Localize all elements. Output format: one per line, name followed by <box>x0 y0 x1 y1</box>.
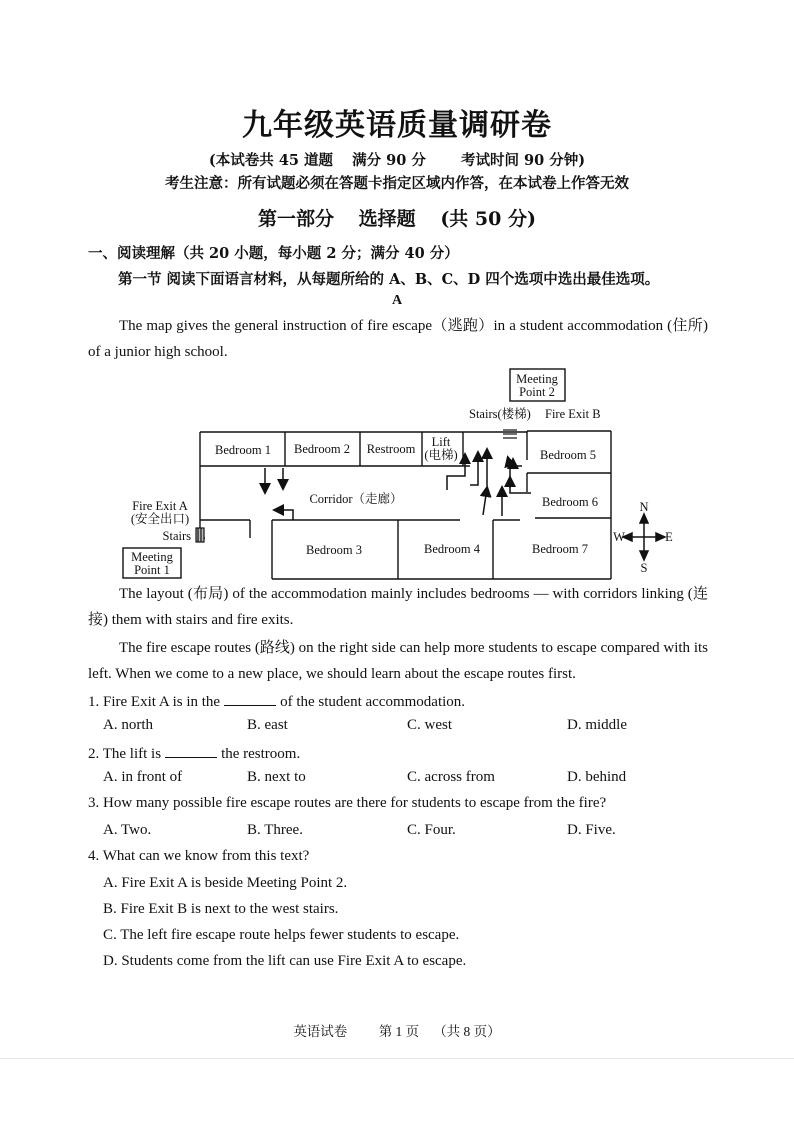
bedroom-3-label: Bedroom 3 <box>306 543 362 557</box>
q4-option-a: A. Fire Exit A is beside Meeting Point 2. <box>103 875 348 891</box>
part-heading <box>0 204 794 231</box>
stairs-left-label: Stairs <box>162 529 191 543</box>
fire-exit-a-label: Fire Exit A <box>132 499 188 513</box>
question-1-stem: 1. Fire Exit A is in the <box>88 694 221 710</box>
corridor-label: Corridor（走廊） <box>309 492 403 506</box>
page-title: 九年级英语质量调研卷 <box>242 108 552 143</box>
bedroom-5-label: Bedroom 5 <box>540 448 596 462</box>
bedroom-7-label: Bedroom 7 <box>532 542 588 556</box>
bedroom-4-label: Bedroom 4 <box>424 542 480 556</box>
part-type: 选择题 <box>358 208 416 230</box>
q1-option-d: D. middle <box>567 717 627 733</box>
exam-notice: 考生注意：所有试题必须在答题卡指定区域内作答，在本试卷上作答无效 <box>165 175 629 192</box>
section-subheading: 第一节 阅读下面语言材料，从每题所给的 A、B、C、D 四个选项中选出最佳选项。 <box>118 271 660 288</box>
route-arrow <box>510 478 531 493</box>
stairs-top-label: Stairs(楼梯) <box>469 407 531 421</box>
intro-paragraph: The map gives the general instruction of fire escape（逃跑）in a student accommodation (住所) of a junior high school. <box>88 318 708 360</box>
compass-west: W <box>613 530 625 544</box>
meeting-point-2-label: Point 2 <box>519 385 555 399</box>
routes-paragraph: The fire escape routes (路线) on the right side can help more students to escape compared with its left. When we come to a new place, we should learn about the escape routes first. <box>88 640 708 682</box>
route-arrow <box>513 460 522 466</box>
q2-option-c: C. across from <box>407 769 495 785</box>
question-2 <box>88 743 300 763</box>
part-score: (共 50 分) <box>440 208 536 230</box>
q3-option-b: B. Three. <box>247 822 303 838</box>
route-arrow <box>275 510 293 520</box>
bedroom-6-label: Bedroom 6 <box>542 495 598 509</box>
section-heading: 一、阅读理解（共 20 小题，每小题 2 分；满分 40 分） <box>88 245 459 262</box>
q3-option-c: C. Four. <box>407 822 456 838</box>
compass-north: N <box>639 500 649 514</box>
footer-total-pages: （共 8 页） <box>433 1024 501 1039</box>
compass-south: S <box>640 561 648 575</box>
footer-page-number: 第 1 页 <box>378 1024 420 1039</box>
layout-paragraph: The layout (布局) of the accommodation mainly includes bedrooms — with corridors linking (连接) them with stairs and fire exits. <box>88 586 708 628</box>
footer-subject: 英语试卷 <box>293 1024 348 1039</box>
fire-exit-b-label: Fire Exit B <box>545 407 601 421</box>
q4-option-d: D. Students come from the lift can use Fire Exit A to escape. <box>103 953 467 969</box>
question-1 <box>88 691 465 711</box>
question-2-stem-end: the restroom. <box>221 746 301 762</box>
answer-blank <box>165 743 217 758</box>
stairs-left-symbol <box>196 528 204 542</box>
fire-exit-a-label: (安全出口) <box>130 512 190 526</box>
restroom-label: Restroom <box>366 442 416 456</box>
q4-option-b: B. Fire Exit B is next to the west stairs. <box>103 901 339 917</box>
q3-option-a: A. Two. <box>103 822 152 838</box>
lift-label: (电梯) <box>424 448 458 462</box>
q2-option-d: D. behind <box>567 769 627 785</box>
question-4: 4. What can we know from this text? <box>88 848 310 864</box>
page-footer <box>0 1020 794 1040</box>
compass-rose <box>623 514 665 560</box>
route-arrow <box>483 488 487 515</box>
part-name: 第一部分 <box>258 208 335 230</box>
bedroom-2-label: Bedroom 2 <box>294 442 350 456</box>
compass-east: E <box>665 530 673 544</box>
page-bottom-divider <box>0 1058 794 1059</box>
q1-option-c: C. west <box>407 717 452 733</box>
exam-info-score: 满分 90 分 <box>352 152 426 169</box>
lift-label: Lift <box>431 435 451 449</box>
meeting-point-1-label: Point 1 <box>134 563 170 577</box>
q2-option-a: A. in front of <box>103 769 183 785</box>
q1-option-b: B. east <box>247 717 288 733</box>
exam-info <box>0 149 794 170</box>
meeting-point-2-label: Meeting <box>516 372 558 386</box>
escape-map <box>0 360 794 585</box>
bedroom-1-label: Bedroom 1 <box>215 443 271 457</box>
question-1-stem-end: of the student accommodation. <box>280 694 466 710</box>
q1-option-a: A. north <box>103 717 153 733</box>
question-3: 3. How many possible fire escape routes are there for students to escape from the fire? <box>88 795 607 811</box>
meeting-point-1-label: Meeting <box>131 550 173 564</box>
q2-option-b: B. next to <box>247 769 306 785</box>
question-2-stem: 2. The lift is <box>88 746 162 762</box>
passage-label: A <box>391 293 403 308</box>
exam-info-questions: (本试卷共 45 道题 <box>208 152 334 169</box>
exam-info-time: 考试时间 90 分钟) <box>460 152 586 169</box>
q4-option-c: C. The left fire escape route helps fewer students to escape. <box>103 927 460 943</box>
stairs-top-symbol <box>503 430 517 438</box>
answer-blank <box>224 691 276 706</box>
q3-option-d: D. Five. <box>567 822 616 838</box>
route-arrow <box>470 453 478 485</box>
